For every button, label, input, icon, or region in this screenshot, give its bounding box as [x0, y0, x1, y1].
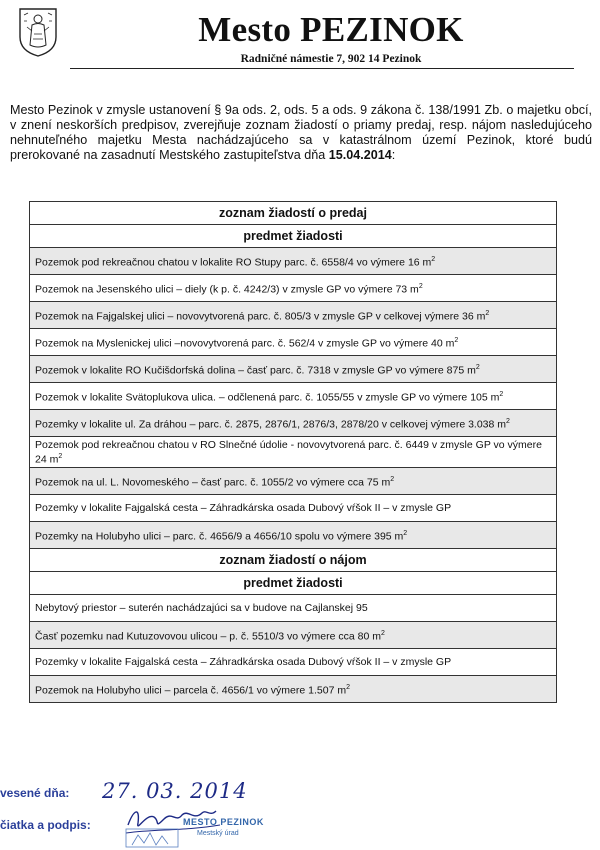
table-row: Pozemok na Jesenského ulici – diely (k p. č. 4242/3) v zmysle GP vo výmere 73 $m^2$	[30, 275, 557, 302]
lease-heading: zoznam žiadostí o nájom	[30, 549, 557, 572]
table-row: Časť pozemku nad Kutuzovovou ulicou – p. č. 5510/3 vo výmere cca 80 $m^2$	[30, 622, 557, 649]
table-row: Pozemky v lokalite Fajgalská cesta – Záhradkárska osada Dubový vŕšok II – v zmysle GP	[30, 495, 557, 522]
table-row: Pozemok pod rekreačnou chatou v RO Slnečné údolie - novovytvorená parc. č. 6449 v zmysle GP vo výmere 24 $m^2$	[30, 437, 557, 468]
sale-heading: zoznam žiadostí o predaj	[30, 202, 557, 225]
intro-paragraph	[10, 103, 592, 163]
table-row: Pozemky na Holubyho ulici – parc. č. 4656/9 a 4656/10 spolu vo výmere 395 $m^2$	[30, 522, 557, 549]
address: Radničné námestie 7, 902 14 Pezinok	[240, 53, 422, 65]
lease-subheading: predmet žiadosti	[30, 572, 557, 595]
signature-label: čiatka a podpis:	[0, 818, 91, 832]
table-row: Pozemok na Myslenickej ulici –novovytvorená parc. č. 562/4 v zmysle GP vo výmere 40 $m^2$	[30, 329, 557, 356]
stamp-title: MESTO PEZINOK	[183, 817, 264, 827]
table-row: Pozemok v lokalite RO Kučišdorfská dolina – časť parc. č. 7318 v zmysle GP vo výmere 875 $m^2$	[30, 356, 557, 383]
intro-text: Mesto Pezinok v zmysle ustanovení § 9a ods. 2, ods. 5 a ods. 9 zákona č. 138/1991 Zb. o majetku obcí, v znení neskorších predpisov, zverejňuje zoznam žiadostí o priamy predaj, resp. nájom nasledujúceho nehnuteľného majetku Mesta nachádzajúceho sa v katastrálnom území Pezinok, ktoré budú prerokované na zasadnutí Mestského zastupiteľstva dňa	[10, 103, 592, 162]
table-row: Pozemky v lokalite ul. Za dráhou – parc. č. 2875, 2876/1, 2876/3, 2878/20 v celkovej výmere 3.038 $m^2$	[30, 410, 557, 437]
intro-end: :	[391, 148, 396, 162]
header-divider	[70, 68, 574, 69]
table-row: Pozemky v lokalite Fajgalská cesta – Záhradkárska osada Dubový vŕšok II – v zmysle GP	[30, 649, 557, 676]
stamp-subtitle: Mestský úrad	[197, 830, 239, 837]
posted-date-label: vesené dňa:	[0, 786, 70, 800]
table-row: Pozemok na ul. L. Novomeského – časť parc. č. 1055/2 vo výmere cca 75 $m^2$	[30, 468, 557, 495]
sale-subheading: predmet žiadosti	[30, 225, 557, 248]
meeting-date: 15.04.2014	[328, 148, 392, 162]
table-row: Pozemok v lokalite Svätoplukova ulica. – odčlenená parc. č. 1055/55 v zmysle GP vo výmere 105 $m^2$	[30, 383, 557, 410]
table-row: Pozemok na Holubyho ulici – parcela č. 4656/1 vo výmere 1.507 $m^2$	[30, 676, 557, 703]
table-row: Pozemok pod rekreačnou chatou v lokalite RO Stupy parc. č. 6558/4 vo výmere 16 $m^2$	[30, 248, 557, 275]
city-crest-logo	[18, 7, 58, 57]
page-title: Mesto PEZINOK	[198, 10, 464, 49]
requests-table	[29, 201, 557, 703]
posted-date: 27. 03. 2014	[102, 779, 248, 803]
table-row: Nebytový priestor – suterén nachádzajúci sa v budove na Cajlanskej 95	[30, 595, 557, 622]
table-row: Pozemok na Fajgalskej ulici – novovytvorená parc. č. 805/3 v zmysle GP v celkovej výmere 36 $m^2$	[30, 302, 557, 329]
